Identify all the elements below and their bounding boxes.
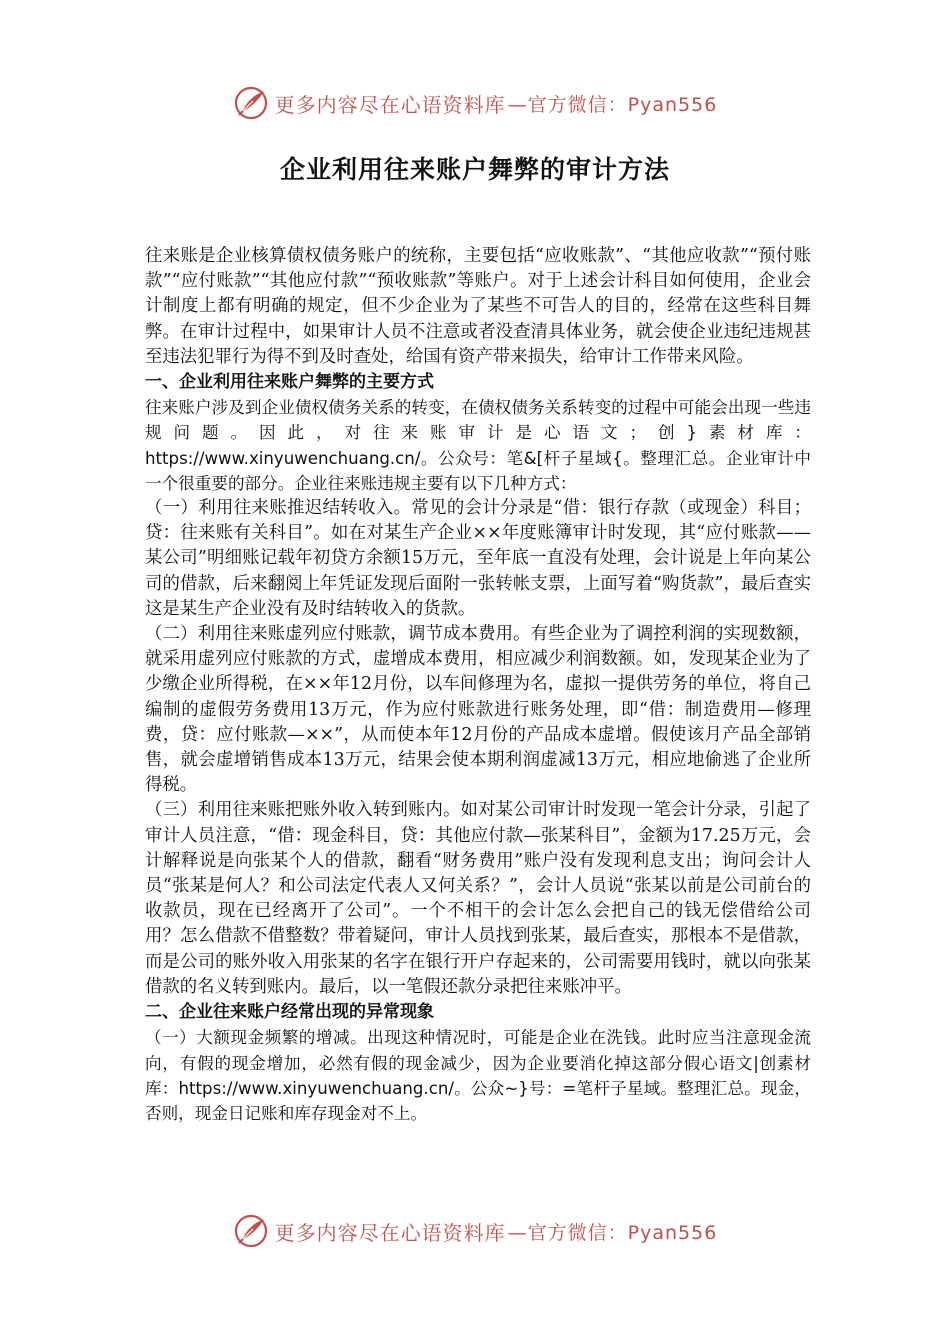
section-1-heading: 一、企业利用往来账户舞弊的主要方式	[145, 372, 434, 393]
intro-paragraph: 往来账是企业核算债权债务账户的统称，主要包括“应收账款”、“其他应收款”“预付账款”“应付账款”“其他应付款”“预收账款”等账户。对于上述会计科目如何使用，企业会计制度上都有明确的规定，但不少企业为了某些不可告人的目的，经常在这些科目舞弊。在审计过程中，如果审计人员不注意或者没查清具体业务，就会使企业违纪违规甚至违法犯罪行为得不到及时查处，给国有资产带来损失，给审计工作带来风险。	[145, 246, 811, 367]
feather-logo-icon	[233, 85, 269, 121]
section-1-item-1: （一）利用往来账推迟结转收入。常见的会计分录是“借：银行存款（或现金）科目；贷：往来账有关科目”。如在对某生产企业××年度账簿审计时发现，其“应付账款——某公司”明细账记载年初贷方余额15万元，至年底一直没有处理，会计说是上年向某公司的借款，后来翻阅上年凭证发现后面附一张转帐支票，上面写着“购货款”，最后查实这是某生产企业没有及时结转收入的货款。	[145, 498, 811, 619]
document-body	[145, 244, 811, 1126]
section-2-item-1: （一）大额现金频繁的增减。出现这种情况时，可能是企业在洗钱。此时应当注意现金流向，有假的现金增加，必然有假的现金减少，因为企业要消化掉这部分假心语文|创素材库：https://www.xinyuwenchuang.cn/。公众~}号：=笔杆子星域。整理汇总。现金，否则，现金日记账和库存现金对不上。	[145, 1028, 811, 1123]
section-1-item-3: （三）利用往来账把账外收入转到账内。如对某公司审计时发现一笔会计分录，引起了审计人员注意，“借：现金科目，贷：其他应付款—张某科目”，金额为17.25万元，会计解释说是向张某个人的借款，翻看“财务费用”账户没有发现利息支出；询问会计人员“张某是何人？和公司法定代表人又何关系？”，会计人员说“张某以前是公司前台的收款员，现在已经离开了公司”。一个不相干的会计怎么会把自己的钱无偿借给公司用？怎么借款不借整数？带着疑问，审计人员找到张某，最后查实，那根本不是借款，而是公司的账外收入用张某的名字在银行开户存起来的，公司需要用钱时，就以向张某借款的名义转到账内。最后，以一笔假还款分录把往来账冲平。	[145, 800, 811, 997]
banner-tagline: 更多内容尽在心语资料库	[274, 1220, 506, 1245]
header-banner	[0, 81, 950, 125]
banner-contact: —官方微信：Pyan556	[507, 1221, 718, 1244]
section-1-lead: 往来账户涉及到企业债权债务关系的转变，在债权债务关系转变的过程中可能会出现一些违规问题。因此，对往来账审计是心语文；创}素材库：https://www.xinyuwenchuang.cn/。公众号：笔&[杆子星域{。整理汇总。企业审计中一个很重要的部分。企业往来账违规主要有以下几种方式：	[145, 398, 811, 493]
banner-contact: —官方微信：Pyan556	[507, 93, 718, 116]
banner-tagline: 更多内容尽在心语资料库	[274, 92, 506, 117]
feather-logo-icon	[233, 1213, 269, 1249]
section-2-heading: 二、企业往来账户经常出现的异常现象	[145, 1002, 434, 1023]
footer-banner	[0, 1209, 950, 1253]
section-1-item-2: （二）利用往来账虚列应付账款，调节成本费用。有些企业为了调控利润的实现数额，就采用虚列应付账款的方式，虚增成本费用，相应减少利润数额。如，发现某企业为了少缴企业所得税，在××年12月份，以车间修理为名，虚拟一提供劳务的单位，将自己编制的虚假劳务费用13万元，作为应付账款进行账务处理，即“借：制造费用—修理费，贷：应付账款—××”，从而使本年12月份的产品成本虚增。假使该月产品全部销售，就会虚增销售成本13万元，结果会使本期利润虚减13万元，相应地偷逃了企业所得税。	[145, 624, 811, 796]
page-title: 企业利用往来账户舞弊的审计方法	[279, 155, 670, 184]
